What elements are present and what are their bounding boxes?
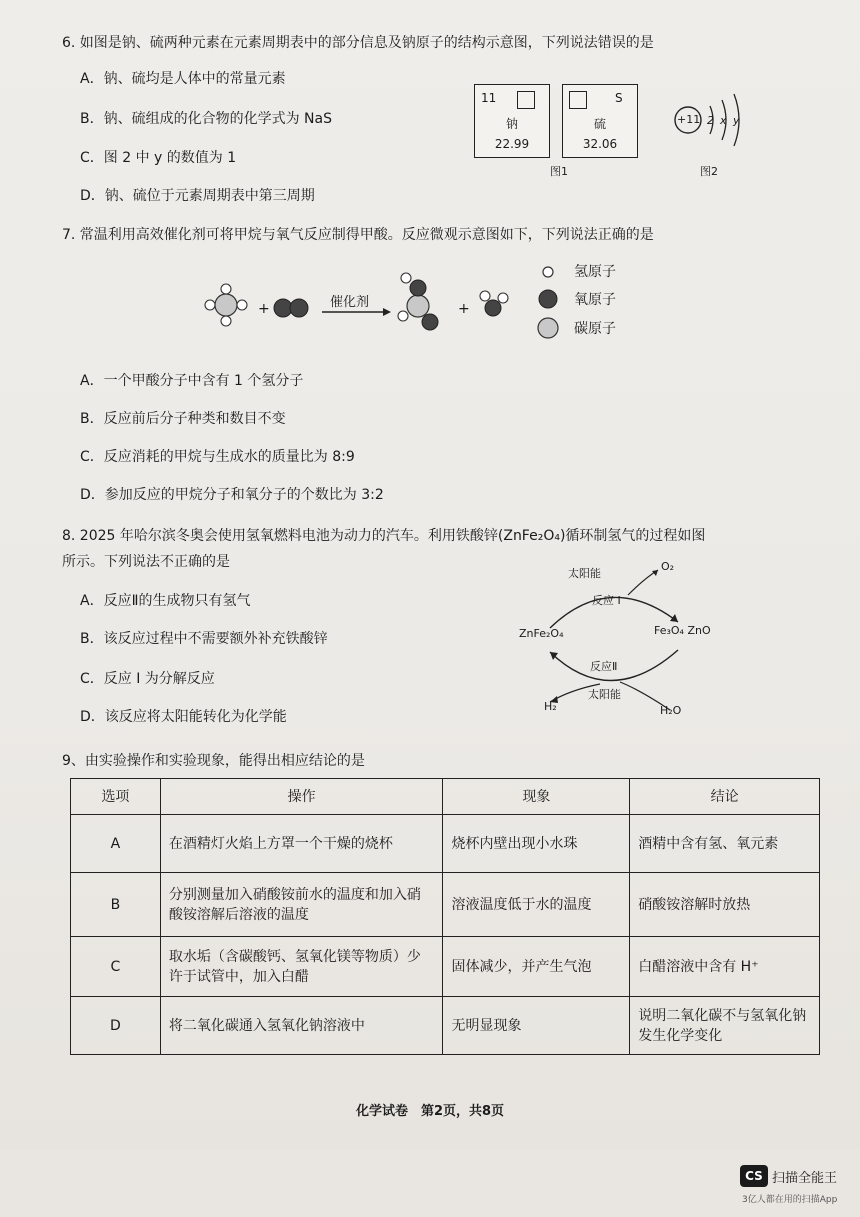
q6-option-b: B．钠、硫组成的化合物的化学式为 NaS <box>80 111 332 127</box>
reaction-arrowhead <box>383 308 391 316</box>
atom-legend-symbols <box>536 262 562 342</box>
table-header-row <box>71 779 820 815</box>
shell-3-count: y <box>733 114 740 127</box>
q6-option-c: C．图 2 中 y 的数值为 1 <box>80 150 237 166</box>
row-d-conclusion: 说明二氧化碳不与氢氧化钠发生化学变化 <box>630 997 820 1055</box>
shell-2-count: x <box>720 114 727 127</box>
oxygen-release-arrow <box>628 570 658 595</box>
oxygen-product: O₂ <box>661 560 675 573</box>
figure-1-caption: 图1 <box>550 165 568 178</box>
table-row <box>71 815 820 873</box>
sodium-element-box <box>474 84 550 158</box>
sodium-atomic-number: 11 <box>481 91 497 105</box>
row-d-phenomenon: 无明显现象 <box>443 997 630 1055</box>
camscanner-name: 扫描全能王 <box>772 1171 838 1186</box>
q6-option-a: A．钠、硫均是人体中的常量元素 <box>80 71 286 87</box>
row-b-operation: 分别测量加入硝酸铵前水的温度和加入硝酸铵溶解后溶液的温度 <box>160 873 443 937</box>
row-a-operation: 在酒精灯火焰上方罩一个干燥的烧杯 <box>160 815 443 873</box>
row-c-conclusion: 白醋溶液中含有 H⁺ <box>630 937 820 997</box>
experiment-table <box>70 778 820 1055</box>
plus-sign-1: + <box>258 301 270 317</box>
solar-energy-top: 太阳能 <box>568 567 601 580</box>
q7-option-a: A．一个甲酸分子中含有 1 个氢分子 <box>80 373 304 389</box>
table-row <box>71 997 820 1055</box>
oxygen-symbol <box>539 290 557 308</box>
q8-stem-line1: 8. 2025 年哈尔滨冬奥会使用氢氧燃料电池为动力的汽车。利用铁酸锌(ZnFe₂O₄)循环制氢气的过程如图 <box>62 528 706 544</box>
sodium-name: 钠 <box>505 117 518 131</box>
oxygen-molecule <box>274 299 308 317</box>
table-row <box>71 937 820 997</box>
row-d-option: D <box>71 997 161 1055</box>
header-option: 选项 <box>71 779 161 815</box>
camscanner-logo: CS <box>740 1165 768 1187</box>
formic-acid-molecule <box>398 273 438 330</box>
reaction-2-label: 反应Ⅱ <box>590 660 618 673</box>
row-a-option: A <box>71 815 161 873</box>
header-operation: 操作 <box>160 779 443 815</box>
q8-option-a: A．反应Ⅱ的生成物只有氢气 <box>80 593 251 609</box>
q8-option-d: D．该反应将太阳能转化为化学能 <box>80 709 287 725</box>
row-b-conclusion: 硝酸铵溶解时放热 <box>630 873 820 937</box>
q7-option-c: C．反应消耗的甲烷与生成水的质量比为 8:9 <box>80 449 355 465</box>
hydrogen-product: H₂ <box>544 700 557 713</box>
sulfur-number-blank <box>569 91 587 109</box>
row-c-operation: 取水垢（含碳酸钙、氢氧化镁等物质）少许于试管中，加入白醋 <box>160 937 443 997</box>
q8-option-b: B．该反应过程中不需要额外补充铁酸锌 <box>80 631 328 647</box>
reaction-1-products: Fe₃O₄ ZnO <box>654 624 711 637</box>
nucleus-charge: +11 <box>677 113 701 126</box>
reaction-1-label: 反应 I <box>592 594 621 607</box>
sulfur-symbol: S <box>615 91 623 105</box>
q8-stem-line2: 所示。下列说法不正确的是 <box>62 554 230 570</box>
figure-2-caption: 图2 <box>700 165 718 178</box>
header-conclusion: 结论 <box>630 779 820 815</box>
q6-option-d: D．钠、硫位于元素周期表中第三周期 <box>80 188 315 204</box>
sulfur-mass: 32.06 <box>582 137 618 151</box>
legend-oxygen: 氧原子 <box>574 292 616 308</box>
methane-molecule <box>205 284 247 326</box>
row-d-operation: 将二氧化碳通入氢氧化钠溶液中 <box>160 997 443 1055</box>
row-c-option: C <box>71 937 161 997</box>
shell-1-count: 2 <box>707 114 714 127</box>
q7-stem: 7. 常温利用高效催化剂可将甲烷与氧气反应制得甲酸。反应微观示意图如下，下列说法正确的是 <box>62 227 654 243</box>
q7-option-d: D．参加反应的甲烷分子和氧分子的个数比为 3:2 <box>80 487 384 503</box>
sodium-mass: 22.99 <box>494 137 530 151</box>
legend-hydrogen: 氢原子 <box>574 264 616 280</box>
sulfur-name: 硫 <box>593 117 606 131</box>
water-input: H₂O <box>660 704 682 717</box>
row-a-phenomenon: 烧杯内壁出现小水珠 <box>443 815 630 873</box>
hydrogen-symbol <box>543 267 553 277</box>
header-phenomenon: 现象 <box>443 779 630 815</box>
water-molecule <box>480 291 508 316</box>
catalyst-label: 催化剂 <box>330 295 370 310</box>
legend-carbon: 碳原子 <box>574 321 616 337</box>
camscanner-tagline: 3亿人都在用的扫描App <box>742 1195 838 1205</box>
plus-sign-2: + <box>458 301 470 317</box>
row-c-phenomenon: 固体减少，并产生气泡 <box>443 937 630 997</box>
q8-option-c: C．反应 I 为分解反应 <box>80 671 215 687</box>
q7-option-b: B．反应前后分子种类和数目不变 <box>80 411 286 427</box>
q9-stem: 9、由实验操作和实验现象，能得出相应结论的是 <box>62 753 365 769</box>
page-footer: 化学试卷 第2页，共8页 <box>355 1104 505 1119</box>
row-b-option: B <box>71 873 161 937</box>
table-row <box>71 873 820 937</box>
zinc-ferrite-label: ZnFe₂O₄ <box>519 627 564 640</box>
carbon-symbol <box>538 318 558 338</box>
row-a-conclusion: 酒精中含有氢、氧元素 <box>630 815 820 873</box>
sulfur-element-box <box>562 84 638 158</box>
row-b-phenomenon: 溶液温度低于水的温度 <box>443 873 630 937</box>
sodium-symbol-blank <box>517 91 535 109</box>
q6-stem: 6. 如图是钠、硫两种元素在元素周期表中的部分信息及钠原子的结构示意图，下列说法错误的是 <box>62 35 654 51</box>
solar-energy-bottom: 太阳能 <box>588 688 621 701</box>
